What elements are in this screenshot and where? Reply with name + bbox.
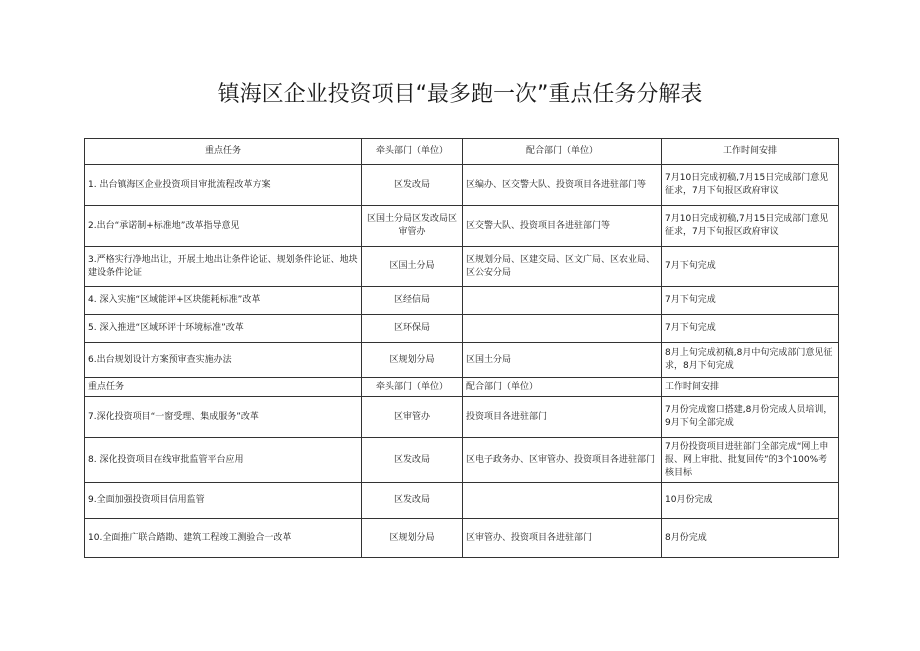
header-coop: 配合部门（单位） xyxy=(463,139,662,165)
coop-cell: 区编办、区交警大队、投资项目各进驻部门等 xyxy=(463,165,662,206)
coop-cell: 区电子政务办、区审管办、投资项目各进驻部门 xyxy=(463,438,662,483)
task-cell: 6.出台规划设计方案预审查实施办法 xyxy=(85,343,362,378)
lead-cell: 区规划分局 xyxy=(362,343,463,378)
task-cell: 10.全面推广联合踏勘、建筑工程竣工测验合一改革 xyxy=(85,519,362,558)
coop-cell: 投资项目各进驻部门 xyxy=(463,397,662,438)
lead-cell: 牵头部门（单位） xyxy=(362,378,463,397)
coop-cell: 配合部门（单位） xyxy=(463,378,662,397)
table-row xyxy=(85,206,839,247)
header-lead: 牵头部门（单位） xyxy=(362,139,463,165)
time-cell: 工作时间安排 xyxy=(662,378,839,397)
task-cell: 4. 深入实施“区域能评+区块能耗标准”改革 xyxy=(85,287,362,315)
coop-cell xyxy=(463,287,662,315)
coop-cell: 区审管办、投资项目各进驻部门 xyxy=(463,519,662,558)
lead-cell: 区国土分局 xyxy=(362,247,463,287)
table-row xyxy=(85,343,839,378)
task-cell: 7.深化投资项目“一窗受理、集成服务”改革 xyxy=(85,397,362,438)
time-cell: 7月下旬完成 xyxy=(662,247,839,287)
table-row xyxy=(85,438,839,483)
time-cell: 7月份投资项目进驻部门全部完成“网上申报、网上审批、批复回传”的3个100%考核目标 xyxy=(662,438,839,483)
task-cell: 2.出台“承诺制+标准地”改革指导意见 xyxy=(85,206,362,247)
table-row xyxy=(85,165,839,206)
time-cell: 10月份完成 xyxy=(662,483,839,519)
table-header-row xyxy=(85,139,839,165)
lead-cell: 区发改局 xyxy=(362,483,463,519)
header-task: 重点任务 xyxy=(85,139,362,165)
coop-cell: 区交警大队、投资项目各进驻部门等 xyxy=(463,206,662,247)
task-cell: 3.严格实行净地出让，开展土地出让条件论证、规划条件论证、地块建设条件论证 xyxy=(85,247,362,287)
time-cell: 8月上旬完成初稿,8月中旬完成部门意见征求，8月下旬完成 xyxy=(662,343,839,378)
table-row xyxy=(85,287,839,315)
task-cell: 9.全面加强投资项目信用监管 xyxy=(85,483,362,519)
header-time: 工作时间安排 xyxy=(662,139,839,165)
table-row xyxy=(85,519,839,558)
lead-cell: 区环保局 xyxy=(362,315,463,343)
lead-cell: 区经信局 xyxy=(362,287,463,315)
task-cell: 5. 深入推进“区域环评十环境标准”改革 xyxy=(85,315,362,343)
time-cell: 7月10日完成初稿,7月15日完成部门意见征求，7月下旬报区政府审议 xyxy=(662,165,839,206)
table-subheader-row xyxy=(85,378,839,397)
lead-cell: 区规划分局 xyxy=(362,519,463,558)
table-row xyxy=(85,247,839,287)
task-cell: 重点任务 xyxy=(85,378,362,397)
coop-cell: 区规划分局、区建交局、区文广局、区农业局、区公安分局 xyxy=(463,247,662,287)
time-cell: 7月10日完成初稿,7月15日完成部门意见征求，7月下旬报区政府审议 xyxy=(662,206,839,247)
table-row xyxy=(85,483,839,519)
task-cell: 8. 深化投资项目在线审批监管平台应用 xyxy=(85,438,362,483)
time-cell: 8月份完成 xyxy=(662,519,839,558)
lead-cell: 区国土分局区发改局区审管办 xyxy=(362,206,463,247)
coop-cell xyxy=(463,315,662,343)
task-table xyxy=(84,138,839,558)
table-row xyxy=(85,397,839,438)
time-cell: 7月下旬完成 xyxy=(662,315,839,343)
lead-cell: 区审管办 xyxy=(362,397,463,438)
time-cell: 7月下旬完成 xyxy=(662,287,839,315)
time-cell: 7月份完成窗口搭建,8月份完成人员培训，9月下旬全部完成 xyxy=(662,397,839,438)
page-title: 镇海区企业投资项目“最多跑一次”重点任务分解表 xyxy=(217,82,703,107)
table-row xyxy=(85,315,839,343)
lead-cell: 区发改局 xyxy=(362,438,463,483)
task-cell: 1. 出台镇海区企业投资项目审批流程改革方案 xyxy=(85,165,362,206)
coop-cell xyxy=(463,483,662,519)
coop-cell: 区国土分局 xyxy=(463,343,662,378)
lead-cell: 区发改局 xyxy=(362,165,463,206)
